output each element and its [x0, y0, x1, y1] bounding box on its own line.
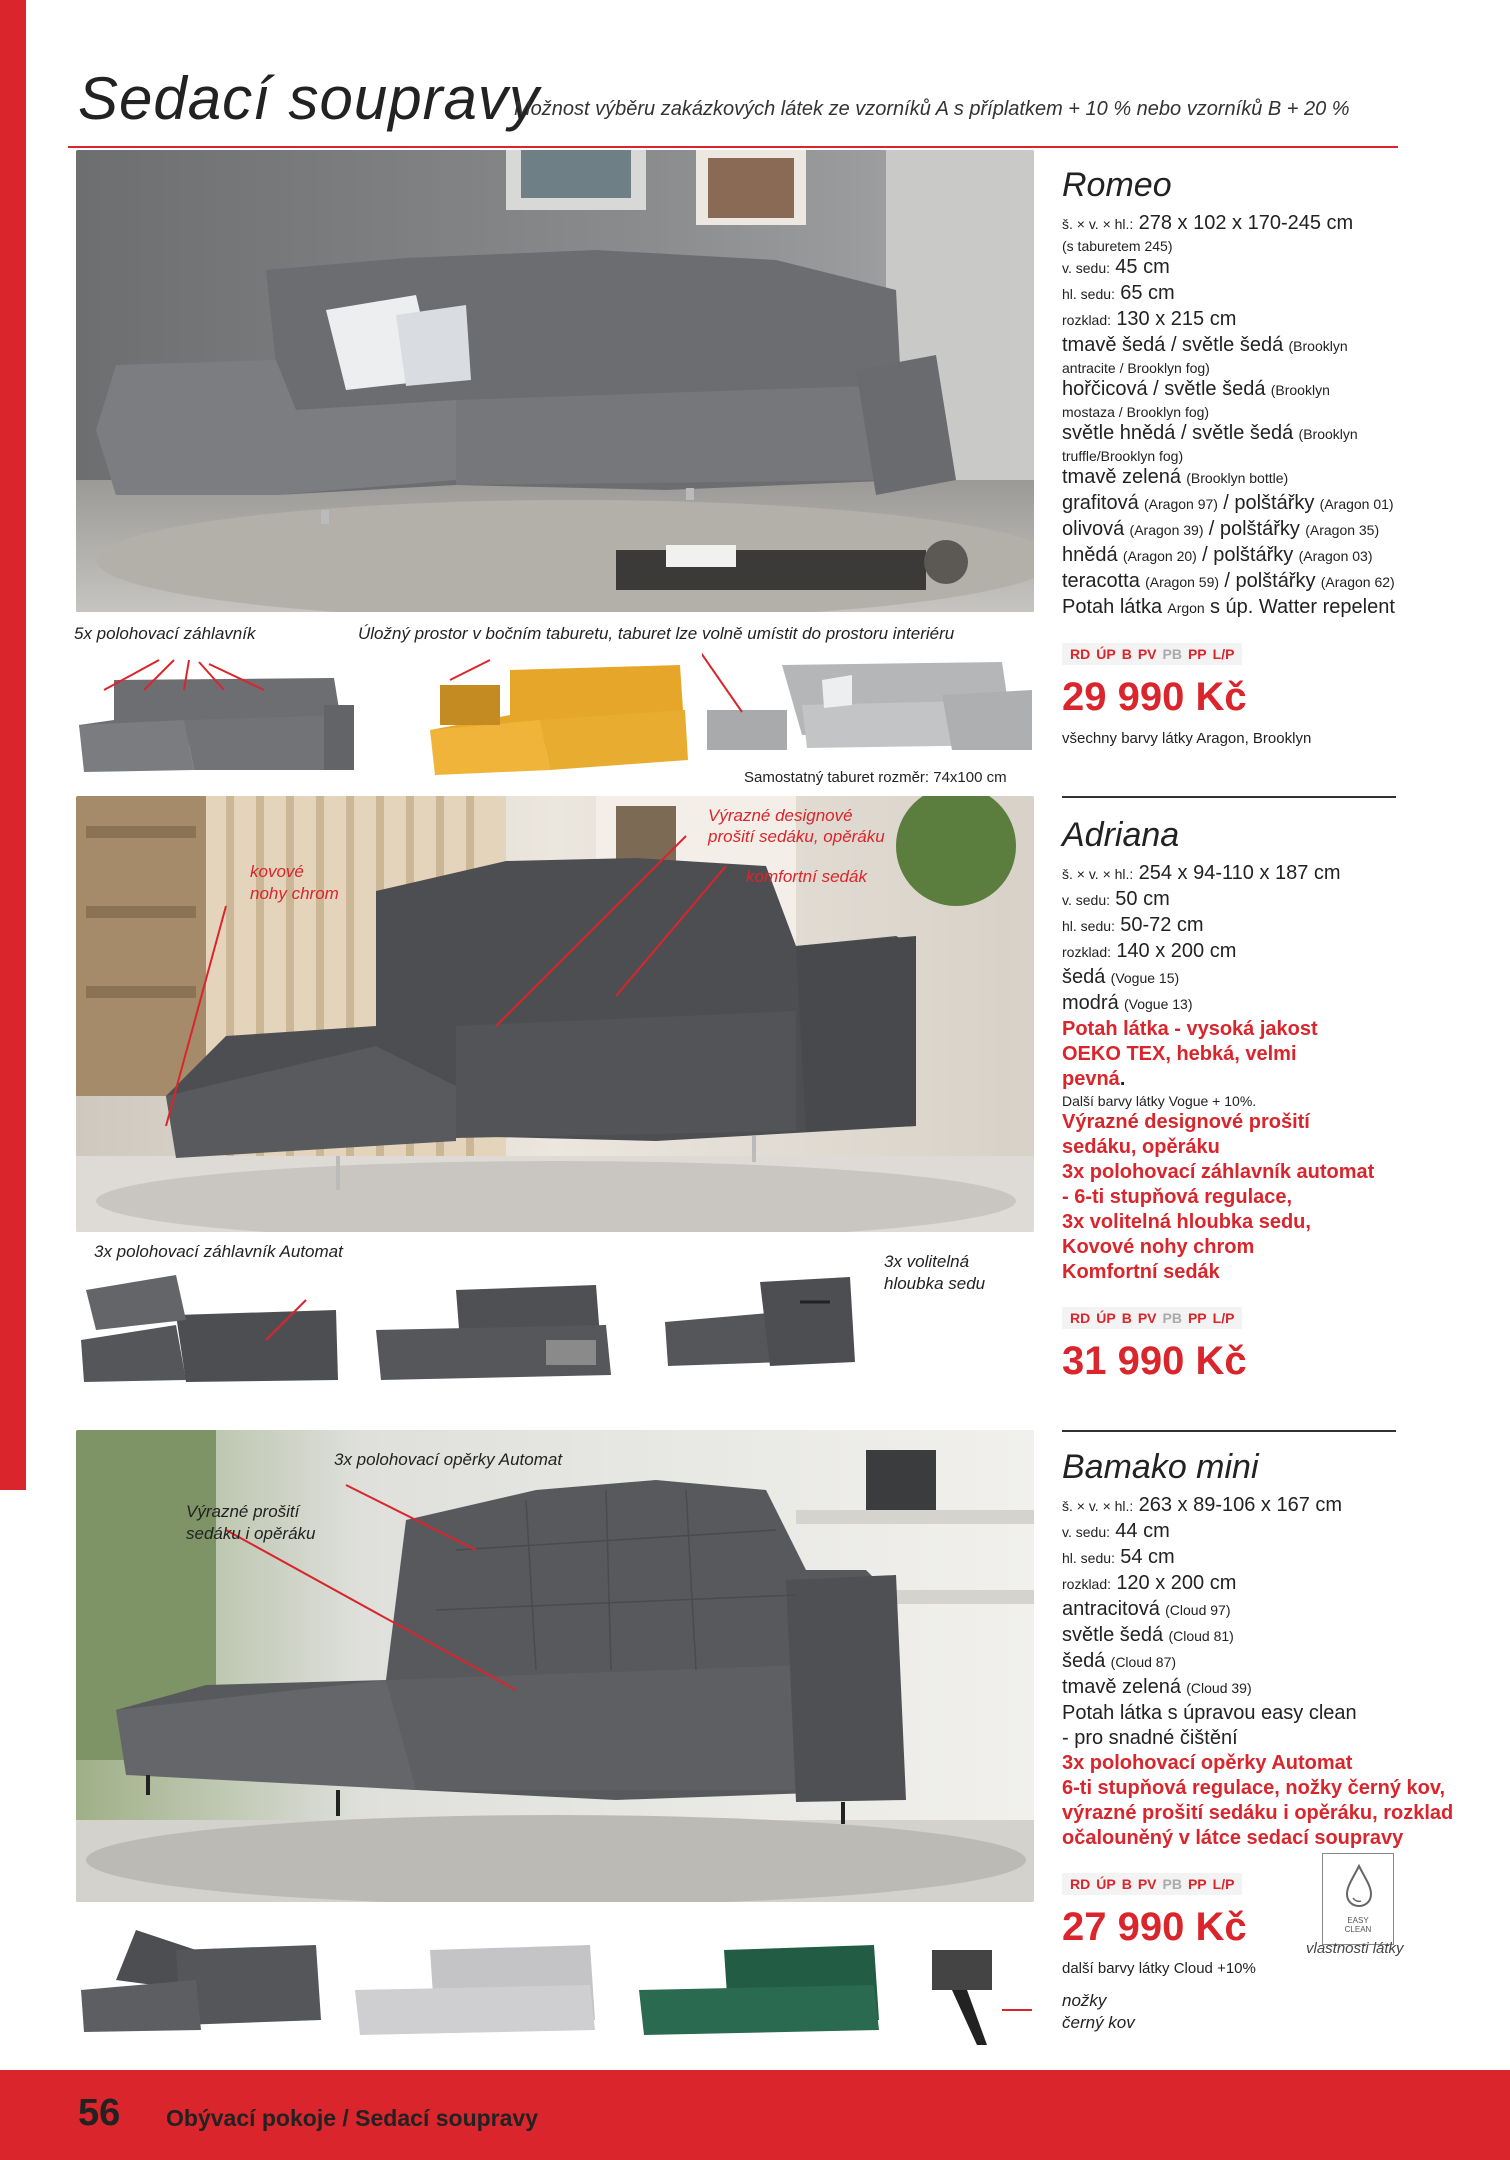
- adriana-fabric-note: Další barvy látky Vogue + 10%.: [1062, 1093, 1257, 1109]
- badge-up: ÚP: [1096, 646, 1116, 662]
- adriana-seat-depth: 50-72 cm: [1120, 914, 1204, 936]
- page-footer: [0, 2070, 1510, 2160]
- adriana-caption-headrest: 3x polohovací záhlavník Automat: [94, 1242, 343, 1261]
- romeo-caption-headrest: 5x polohovací záhlavník: [74, 624, 256, 643]
- adriana-feature-7: - 6-ti stupňová regulace,: [1062, 1186, 1293, 1208]
- badge-rd: RD: [1070, 1876, 1091, 1892]
- badge-pb: PB: [1162, 646, 1182, 662]
- droplet-icon: [1323, 1854, 1395, 1914]
- badge-pp: PP: [1187, 646, 1207, 662]
- adriana-seat-height: 50 cm: [1115, 888, 1170, 910]
- romeo-name: Romeo: [1062, 166, 1172, 204]
- romeo-color-6: olivová: [1062, 518, 1125, 540]
- bamako-feature-3: výrazné prošití sedáku i opěráku, rozklad: [1062, 1802, 1454, 1824]
- badge-rd: RD: [1070, 646, 1091, 662]
- bamako-thumb-anthracite: [76, 1920, 336, 2040]
- adriana-color-1: šedá: [1062, 966, 1106, 988]
- bamako-price-note: další barvy látky Cloud +10%: [1062, 1960, 1256, 1977]
- romeo-dims-label: š. × v. × hl.:: [1062, 216, 1134, 232]
- adriana-thumb-2: [366, 1270, 628, 1388]
- romeo-bed-size: 130 x 215 cm: [1116, 308, 1237, 330]
- bamako-thumb-leg: [932, 1950, 1032, 2050]
- romeo-fabric: Potah látka: [1062, 596, 1163, 618]
- bamako-bed-label: rozklad:: [1062, 1576, 1112, 1592]
- page-number: 56: [78, 2092, 121, 2134]
- bamako-seat-depth-label: hl. sedu:: [1062, 1550, 1115, 1566]
- romeo-color-5: grafitová: [1062, 492, 1139, 514]
- badge-pb: PB: [1162, 1310, 1182, 1326]
- bamako-thumb-lightgrey: [350, 1940, 610, 2040]
- adriana-caption-depth-1: 3x volitelná: [884, 1252, 970, 1271]
- adriana-feature-3-dot: .: [1119, 1068, 1126, 1090]
- bamako-fabric-1: Potah látka s úpravou easy clean: [1062, 1702, 1357, 1724]
- romeo-color-6-code: (Aragon 39): [1129, 522, 1204, 538]
- romeo-color-8-pillows-code: (Aragon 62): [1320, 574, 1395, 590]
- bamako-color-4-code: (Cloud 39): [1186, 1680, 1252, 1696]
- easy-clean-label-2: CLEAN: [1344, 1925, 1372, 1934]
- romeo-thumb-grey: [74, 650, 404, 780]
- bamako-caption-backrest: 3x polohovací opěrky Automat: [334, 1450, 563, 1469]
- easy-clean-label: [1323, 1916, 1393, 1934]
- adriana-caption-comfort: komfortní sedák: [746, 867, 867, 886]
- bamako-fabric-2: - pro snadné čištění: [1062, 1727, 1238, 1749]
- adriana-main-photo: [76, 796, 1034, 1232]
- bamako-main-photo: [76, 1430, 1034, 1902]
- badge-pp: PP: [1187, 1310, 1207, 1326]
- badge-lp: L/P: [1212, 1310, 1235, 1326]
- romeo-seat-depth-label: hl. sedu:: [1062, 286, 1115, 302]
- left-accent-bar: [0, 0, 26, 1490]
- badge-b: B: [1121, 1310, 1132, 1326]
- romeo-color-2: hořčicová / světle šedá: [1062, 378, 1266, 400]
- adriana-feature-4: Výrazné designové prošití: [1062, 1111, 1310, 1133]
- bamako-bed-size: 120 x 200 cm: [1116, 1572, 1237, 1594]
- bamako-price: 27 990 Kč: [1062, 1905, 1247, 1949]
- romeo-color-6-pillows-code: (Aragon 35): [1305, 522, 1380, 538]
- romeo-bed-label: rozklad:: [1062, 312, 1112, 328]
- romeo-badges: [1062, 643, 1242, 665]
- adriana-feature-1: Potah látka - vysoká jakost: [1062, 1018, 1318, 1040]
- romeo-color-8: teracotta: [1062, 570, 1140, 592]
- romeo-info: [1062, 166, 1502, 747]
- badge-rd: RD: [1070, 1310, 1091, 1326]
- divider-romeo-adriana: [1062, 796, 1396, 798]
- romeo-caption-storage: Úložný prostor v bočním taburetu, taburet lze volně umístit do prostoru interiéru: [358, 624, 955, 643]
- bamako-caption-stitch-1: Výrazné prošití: [186, 1502, 300, 1521]
- romeo-color-1-code: (Brooklyn: [1288, 338, 1348, 354]
- fabric-properties-caption: vlastnosti látky: [1306, 1940, 1404, 1957]
- bamako-seat-height: 44 cm: [1115, 1520, 1170, 1542]
- easy-clean-label-1: EASY: [1347, 1916, 1369, 1925]
- easy-clean-box: [1322, 1853, 1394, 1945]
- romeo-color-8-pillows: / polštářky: [1224, 570, 1316, 592]
- bamako-color-3: šedá: [1062, 1650, 1106, 1672]
- adriana-feature-10: Komfortní sedák: [1062, 1261, 1220, 1283]
- romeo-color-5-pillows-code: (Aragon 01): [1319, 496, 1394, 512]
- romeo-dims: 278 x 102 x 170-245 cm: [1138, 212, 1354, 234]
- romeo-color-4-code: (Brooklyn bottle): [1186, 470, 1289, 486]
- adriana-bed-size: 140 x 200 cm: [1116, 940, 1237, 962]
- adriana-caption-legs-2: nohy chrom: [250, 884, 339, 903]
- adriana-feature-2: OEKO TEX, hebká, velmi: [1062, 1043, 1297, 1065]
- adriana-feature-3: pevná: [1062, 1068, 1120, 1090]
- bamako-color-2: světle šedá: [1062, 1624, 1164, 1646]
- romeo-color-7: hnědá: [1062, 544, 1118, 566]
- adriana-bed-label: rozklad:: [1062, 944, 1112, 960]
- bamako-caption-legs-2: černý kov: [1062, 2013, 1135, 2032]
- bamako-thumb-green: [634, 1940, 894, 2040]
- adriana-thumb-1: [76, 1270, 346, 1388]
- adriana-feature-8: 3x volitelná hloubka sedu,: [1062, 1211, 1311, 1233]
- adriana-thumb-3: [660, 1262, 860, 1382]
- adriana-caption-design-2: prošití sedáku, opěráku: [708, 827, 885, 846]
- adriana-badges: [1062, 1307, 1242, 1329]
- adriana-caption-design-1: Výrazné designové: [708, 806, 853, 825]
- romeo-main-photo: [76, 150, 1034, 612]
- bamako-caption-legs-1: nožky: [1062, 1991, 1107, 2010]
- badge-up: ÚP: [1096, 1876, 1116, 1892]
- adriana-feature-6: 3x polohovací záhlavník automat: [1062, 1161, 1375, 1183]
- header-divider: [68, 146, 1398, 148]
- romeo-color-2-code-2: mostaza / Brooklyn fog): [1062, 404, 1210, 420]
- romeo-fabric-type: Argon: [1167, 600, 1205, 616]
- romeo-color-1: tmavě šedá / světle šedá: [1062, 334, 1284, 356]
- romeo-color-4: tmavě zelená: [1062, 466, 1181, 488]
- romeo-color-3-code-2: truffle/Brooklyn fog): [1062, 448, 1184, 464]
- romeo-price-note: všechny barvy látky Aragon, Brooklyn: [1062, 730, 1312, 747]
- badge-pb: PB: [1162, 1876, 1182, 1892]
- romeo-caption-taburet: Samostatný taburet rozměr: 74x100 cm: [744, 769, 1007, 786]
- adriana-feature-5: sedáku, opěráku: [1062, 1136, 1220, 1158]
- adriana-caption-depth-2: hloubka sedu: [884, 1274, 986, 1293]
- romeo-color-2-code: (Brooklyn: [1270, 382, 1330, 398]
- page-title: Sedací soupravy: [78, 65, 540, 132]
- bamako-feature-2: 6-ti stupňová regulace, nožky černý kov,: [1062, 1777, 1446, 1799]
- romeo-color-3-code: (Brooklyn: [1298, 426, 1358, 442]
- bamako-caption-stitch-2: sedáku i opěráku: [186, 1524, 316, 1543]
- bamako-color-3-code: (Cloud 87): [1110, 1654, 1177, 1670]
- bamako-seat-height-label: v. sedu:: [1062, 1524, 1110, 1540]
- romeo-dims-note: (s taburetem 245): [1062, 238, 1173, 254]
- badge-pp: PP: [1187, 1876, 1207, 1892]
- adriana-color-1-code: (Vogue 15): [1110, 970, 1180, 986]
- adriana-dims: 254 x 94-110 x 187 cm: [1138, 862, 1341, 884]
- romeo-seat-height-label: v. sedu:: [1062, 260, 1110, 276]
- bamako-dims-label: š. × v. × hl.:: [1062, 1498, 1134, 1514]
- badge-lp: L/P: [1212, 1876, 1235, 1892]
- romeo-seat-depth: 65 cm: [1120, 282, 1175, 304]
- bamako-color-4: tmavě zelená: [1062, 1676, 1181, 1698]
- bamako-seat-depth: 54 cm: [1120, 1546, 1175, 1568]
- badge-b: B: [1121, 646, 1132, 662]
- bamako-feature-4: očalouněný v látce sedací soupravy: [1062, 1827, 1404, 1849]
- romeo-color-5-pillows: / polštářky: [1223, 492, 1315, 514]
- bamako-color-1: antracitová: [1062, 1598, 1160, 1620]
- footer-section: Obývací pokoje / Sedací soupravy: [166, 2105, 538, 2131]
- bamako-color-1-code: (Cloud 97): [1165, 1602, 1231, 1618]
- adriana-color-2-code: (Vogue 13): [1123, 996, 1193, 1012]
- badge-lp: L/P: [1212, 646, 1235, 662]
- badge-up: ÚP: [1096, 1310, 1116, 1326]
- adriana-seat-height-label: v. sedu:: [1062, 892, 1110, 908]
- adriana-price: 31 990 Kč: [1062, 1339, 1247, 1383]
- romeo-seat-height: 45 cm: [1115, 256, 1170, 278]
- romeo-fabric-feature: s úp. Watter repelent: [1210, 596, 1395, 618]
- adriana-caption-legs-1: kovové: [250, 862, 304, 881]
- divider-adriana-bamako: [1062, 1430, 1396, 1432]
- romeo-color-1-code-2: antracite / Brooklyn fog): [1062, 360, 1210, 376]
- bamako-dims: 263 x 89-106 x 167 cm: [1138, 1494, 1343, 1516]
- romeo-thumb-lightgrey: [702, 650, 1034, 760]
- adriana-feature-9: Kovové nohy chrom: [1062, 1236, 1255, 1258]
- bamako-color-2-code: (Cloud 81): [1168, 1628, 1234, 1644]
- romeo-color-7-pillows: / polštářky: [1202, 544, 1294, 566]
- romeo-color-7-code: (Aragon 20): [1122, 548, 1197, 564]
- badge-pv: PV: [1137, 1310, 1157, 1326]
- page-header: [78, 58, 1398, 148]
- badge-pv: PV: [1137, 646, 1157, 662]
- adriana-color-2: modrá: [1062, 992, 1119, 1014]
- badge-pv: PV: [1137, 1876, 1157, 1892]
- adriana-dims-label: š. × v. × hl.:: [1062, 866, 1134, 882]
- romeo-color-6-pillows: / polštářky: [1208, 518, 1300, 540]
- page-subtitle: Možnost výběru zakázkových látek ze vzorníků A s příplatkem + 10 % nebo vzorníků B + 20 %: [514, 98, 1350, 120]
- romeo-color-3: světle hnědá / světle šedá: [1062, 422, 1294, 444]
- romeo-price: 29 990 Kč: [1062, 675, 1247, 719]
- adriana-info: [1062, 816, 1502, 1384]
- badge-b: B: [1121, 1876, 1132, 1892]
- bamako-badges: [1062, 1873, 1242, 1895]
- romeo-color-5-code: (Aragon 97): [1144, 496, 1218, 512]
- adriana-seat-depth-label: hl. sedu:: [1062, 918, 1115, 934]
- romeo-color-7-pillows-code: (Aragon 03): [1298, 548, 1373, 564]
- romeo-thumb-yellow: [420, 650, 700, 780]
- adriana-name: Adriana: [1062, 816, 1180, 854]
- bamako-feature-1: 3x polohovací opěrky Automat: [1062, 1752, 1353, 1774]
- bamako-info: [1062, 1448, 1502, 1977]
- romeo-color-8-code: (Aragon 59): [1145, 574, 1220, 590]
- bamako-name: Bamako mini: [1062, 1448, 1259, 1486]
